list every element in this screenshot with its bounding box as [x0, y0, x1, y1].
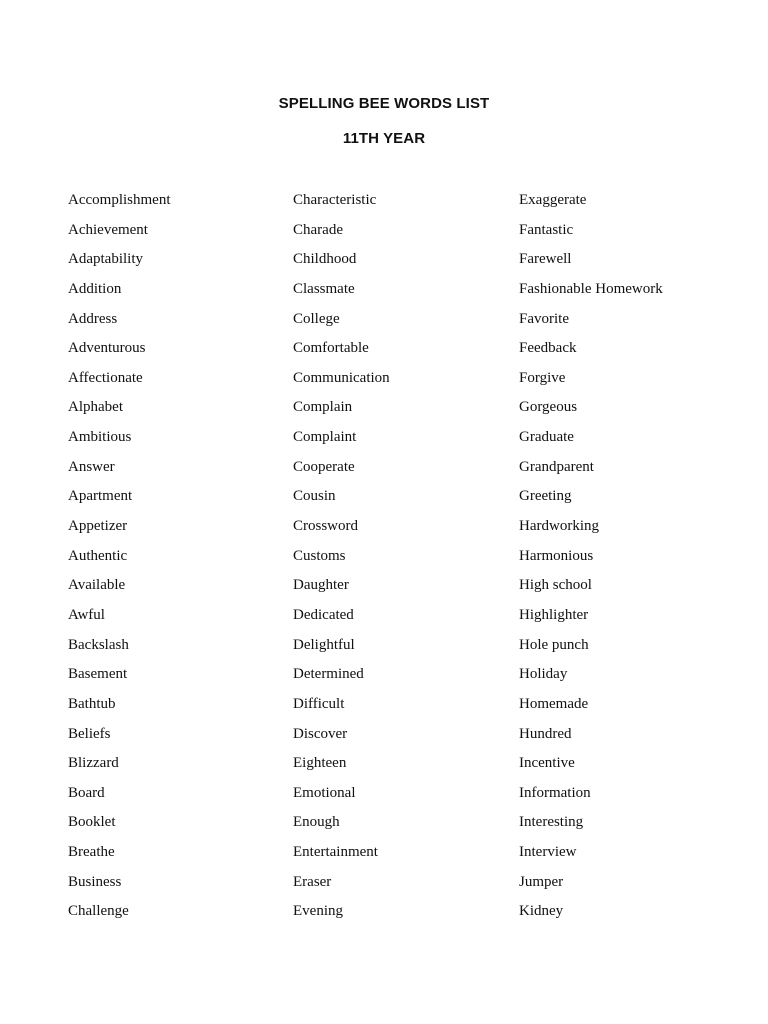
word-item: Childhood [293, 251, 357, 268]
word-item: Difficult [293, 695, 345, 712]
word-item: Kidney [519, 903, 564, 920]
word-item: Farewell [519, 251, 572, 268]
word-item: Jumper [519, 873, 564, 890]
word-item: Entertainment [293, 844, 378, 861]
word-item: Hole punch [519, 636, 589, 653]
word-item: College [293, 310, 340, 327]
word-item: Complain [293, 399, 353, 416]
word-item: Affectionate [68, 369, 143, 386]
word-item: Information [519, 784, 591, 801]
word-item: Incentive [519, 755, 575, 772]
word-item: Answer [68, 458, 115, 475]
document-subtitle: 11TH YEAR [342, 130, 426, 147]
word-item: Harmonious [519, 547, 594, 564]
word-item: Cousin [293, 488, 336, 505]
word-item: Bathtub [68, 695, 116, 712]
word-column-3 [519, 189, 663, 930]
word-item: Interesting [519, 814, 584, 831]
word-item: Alphabet [68, 399, 123, 416]
word-item: Appetizer [68, 518, 128, 535]
word-item: Forgive [519, 369, 566, 386]
word-item: Booklet [68, 814, 116, 831]
word-item: Gorgeous [519, 399, 578, 416]
word-item: Dedicated [293, 606, 354, 623]
word-item: Adaptability [68, 251, 143, 268]
word-item: Delightful [293, 636, 355, 653]
word-item: Complaint [293, 429, 357, 446]
word-item: Fantastic [519, 221, 574, 238]
word-item: Achievement [68, 221, 148, 238]
word-item: Highlighter [519, 606, 589, 623]
word-item: Interview [519, 844, 577, 861]
word-item: Board [68, 784, 105, 801]
word-item: Feedback [519, 340, 577, 357]
word-item: Holiday [519, 666, 568, 683]
word-item: Charade [293, 221, 343, 238]
word-item: Classmate [293, 280, 355, 297]
document-title: SPELLING BEE WORDS LIST [278, 95, 490, 112]
word-item: Business [68, 873, 122, 890]
word-item: Favorite [519, 310, 569, 327]
word-item: Emotional [293, 784, 356, 801]
word-item: Accomplishment [68, 192, 171, 208]
word-item: Discover [293, 725, 348, 742]
word-item: Eighteen [293, 755, 347, 772]
word-item: Apartment [68, 488, 133, 505]
word-item: Beliefs [68, 725, 111, 742]
word-item: Blizzard [68, 755, 119, 772]
word-item: Exaggerate [519, 192, 587, 208]
word-item: Characteristic [293, 192, 377, 208]
word-item: Eraser [293, 873, 332, 890]
word-item: Graduate [519, 429, 574, 446]
word-item: Daughter [293, 577, 349, 594]
word-item: Backslash [68, 636, 129, 653]
word-item: Authentic [68, 547, 128, 564]
word-item: Comfortable [293, 340, 369, 357]
word-item: Challenge [68, 903, 129, 920]
word-item: Breathe [68, 844, 115, 861]
word-column-2 [293, 189, 390, 930]
word-item: Determined [293, 666, 364, 683]
word-item: Hundred [519, 725, 572, 742]
word-item: Fashionable Homework [519, 280, 663, 297]
word-column-1 [68, 189, 170, 930]
word-item: Enough [293, 814, 340, 831]
word-item: Available [68, 577, 126, 594]
word-item: Greeting [519, 488, 572, 505]
word-item: High school [519, 577, 592, 594]
word-item: Communication [293, 369, 390, 386]
word-item: Crossword [293, 518, 359, 535]
word-item: Ambitious [68, 429, 132, 446]
word-item: Address [68, 310, 118, 327]
word-item: Evening [293, 903, 343, 920]
word-item: Awful [68, 606, 105, 623]
word-item: Customs [293, 547, 346, 564]
word-item: Hardworking [519, 518, 599, 535]
word-item: Adventurous [68, 340, 146, 357]
word-item: Cooperate [293, 458, 355, 475]
word-item: Basement [68, 666, 128, 683]
word-item: Addition [68, 280, 122, 297]
word-item: Homemade [519, 695, 589, 712]
word-item: Grandparent [519, 458, 594, 475]
